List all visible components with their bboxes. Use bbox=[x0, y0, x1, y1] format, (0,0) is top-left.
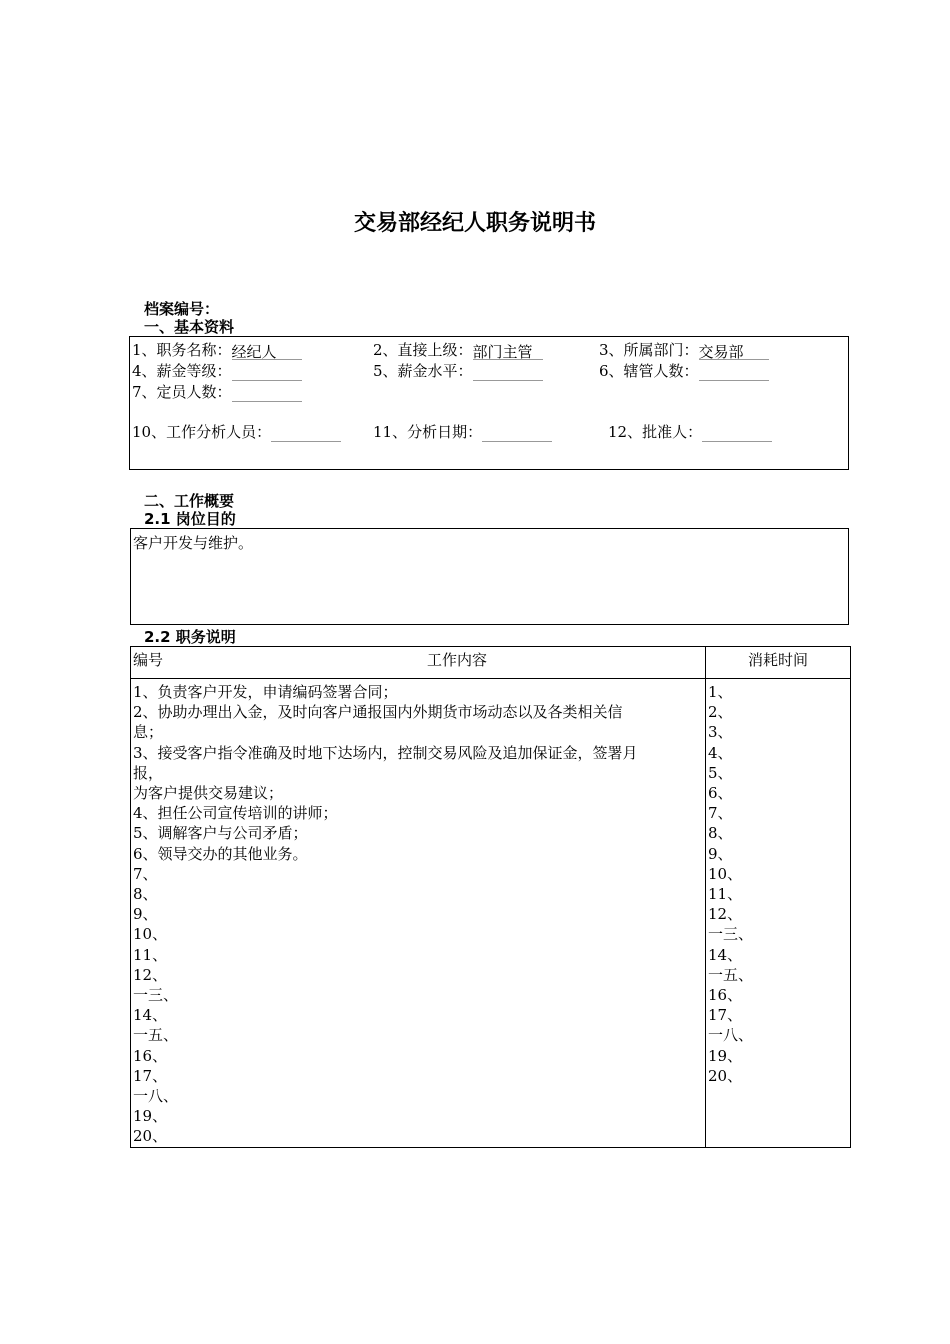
salary-level-value[interactable] bbox=[473, 363, 543, 381]
time-line: 20、 bbox=[708, 1066, 743, 1085]
content-line: 19、 bbox=[133, 1107, 168, 1126]
purpose-box bbox=[130, 528, 849, 625]
field-salary-level: 5、薪金水平： bbox=[373, 361, 543, 381]
content-line: 16、 bbox=[133, 1046, 168, 1065]
field-salary-grade: 4、薪金等级： bbox=[132, 361, 302, 381]
purpose-heading: 2.1 岗位目的 bbox=[144, 510, 236, 528]
headcount-value[interactable] bbox=[232, 384, 302, 402]
time-line: 11、 bbox=[708, 885, 743, 904]
analyst-value[interactable] bbox=[271, 424, 341, 442]
time-line: 7、 bbox=[708, 804, 733, 823]
time-line: 14、 bbox=[708, 945, 743, 964]
content-line: 息； bbox=[133, 723, 164, 742]
time-line: 10、 bbox=[708, 864, 743, 883]
time-line: 6、 bbox=[708, 784, 733, 803]
content-line: 1、负责客户开发，申请编码签署合同； bbox=[133, 683, 398, 701]
salary-grade-value[interactable] bbox=[232, 363, 302, 381]
content-line: 一八、 bbox=[133, 1087, 179, 1106]
content-line: 14、 bbox=[133, 1006, 168, 1025]
department-value[interactable]: 交易部 bbox=[699, 342, 769, 360]
time-line: 17、 bbox=[708, 1006, 743, 1025]
duties-table-body-row bbox=[131, 679, 851, 1148]
duties-table-header-row bbox=[131, 647, 851, 679]
header-time: 消耗时间 bbox=[706, 647, 851, 679]
field-analysis-date: 11、分析日期： bbox=[373, 422, 552, 442]
time-line: 8、 bbox=[708, 824, 733, 843]
content-cell bbox=[131, 679, 706, 1148]
header-cell-main bbox=[131, 647, 706, 679]
time-line: 3、 bbox=[708, 723, 733, 742]
content-line: 报， bbox=[133, 763, 164, 782]
time-line: 12、 bbox=[708, 905, 743, 924]
time-line: 5、 bbox=[708, 763, 733, 782]
duties-heading: 2.2 职务说明 bbox=[144, 628, 236, 646]
content-lines bbox=[133, 682, 705, 1147]
duties-table bbox=[130, 646, 851, 1148]
time-cell bbox=[706, 679, 851, 1148]
time-line: 4、 bbox=[708, 743, 733, 762]
time-line: 16、 bbox=[708, 986, 743, 1005]
content-line: 5、调解客户与公司矛盾； bbox=[133, 824, 308, 843]
analysis-date-value[interactable] bbox=[482, 424, 552, 442]
time-lines bbox=[708, 682, 850, 1086]
content-line: 20、 bbox=[133, 1127, 168, 1146]
content-line: 11、 bbox=[133, 945, 168, 964]
content-line: 一三、 bbox=[133, 986, 179, 1005]
content-line: 8、 bbox=[133, 885, 158, 904]
document-title: 交易部经纪人职务说明书 bbox=[353, 211, 596, 236]
field-headcount: 7、定员人数： bbox=[132, 382, 302, 402]
content-line: 一五、 bbox=[133, 1026, 179, 1045]
subordinates-value[interactable] bbox=[699, 363, 769, 381]
section-basic-info-heading: 一、基本资料 bbox=[144, 318, 235, 336]
time-line: 1、 bbox=[708, 683, 733, 701]
content-line: 2、协助办理出入金，及时向客户通报国内外期货市场动态以及各类相关信 bbox=[133, 703, 623, 722]
section-work-summary-heading: 二、工作概要 bbox=[144, 492, 235, 510]
content-line: 7、 bbox=[133, 864, 158, 883]
job-title-value[interactable]: 经纪人 bbox=[232, 342, 302, 360]
content-line: 为客户提供交易建议； bbox=[133, 784, 284, 803]
header-content: 工作内容 bbox=[427, 651, 488, 669]
approver-value[interactable] bbox=[702, 424, 772, 442]
time-line: 一三、 bbox=[708, 925, 754, 944]
content-line: 9、 bbox=[133, 905, 158, 924]
field-direct-superior: 2、直接上级：部门主管 bbox=[373, 340, 543, 360]
time-line: 2、 bbox=[708, 703, 733, 722]
header-no: 编号 bbox=[133, 651, 164, 669]
field-analyst: 10、工作分析人员： bbox=[132, 422, 341, 442]
time-line: 19、 bbox=[708, 1046, 743, 1065]
file-number-label: 档案编号： bbox=[144, 300, 220, 318]
purpose-text: 客户开发与维护。 bbox=[133, 534, 254, 552]
time-line: 一五、 bbox=[708, 965, 754, 984]
content-line: 10、 bbox=[133, 925, 168, 944]
time-line: 9、 bbox=[708, 844, 733, 863]
field-approver: 12、批准人： bbox=[608, 422, 772, 442]
field-subordinates: 6、辖管人数： bbox=[599, 361, 769, 381]
time-line: 一八、 bbox=[708, 1026, 754, 1045]
direct-superior-value[interactable]: 部门主管 bbox=[473, 342, 543, 360]
field-department: 3、所属部门：交易部 bbox=[599, 340, 769, 360]
content-line: 3、接受客户指令准确及时地下达场内，控制交易风险及追加保证金，签署月 bbox=[133, 743, 638, 762]
field-job-title: 1、职务名称：经纪人 bbox=[132, 340, 302, 360]
content-line: 6、领导交办的其他业务。 bbox=[133, 844, 308, 863]
content-line: 12、 bbox=[133, 965, 168, 984]
basic-info-box bbox=[129, 336, 849, 470]
content-line: 17、 bbox=[133, 1066, 168, 1085]
content-line: 4、担任公司宣传培训的讲师； bbox=[133, 804, 338, 823]
